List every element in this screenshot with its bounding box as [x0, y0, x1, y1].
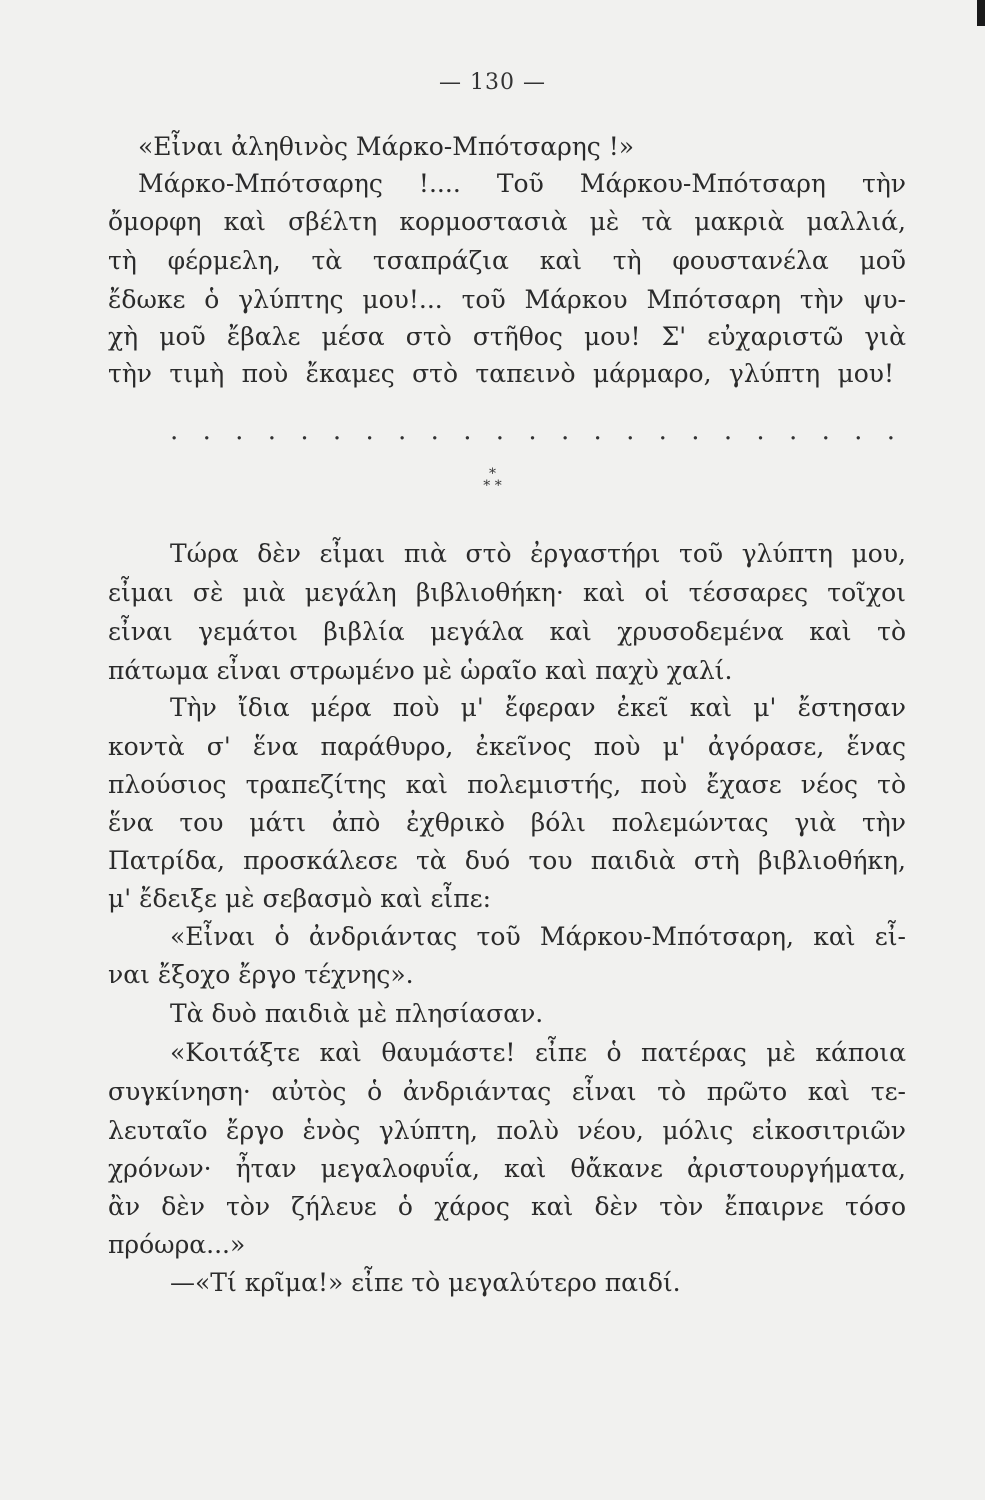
- text-line: Μάρκο-Μπότσαρης !.... Τοῦ Μάρκου-Μπότσαρη τὴν: [138, 169, 906, 198]
- separator-dots: . . . . . . . . . . . . . . . . . . . . . . .: [170, 416, 895, 446]
- text-line: εἶναι γεμάτοι βιβλία μεγάλα καὶ χρυσοδεμένα καὶ τὸ: [108, 617, 906, 646]
- text-line: συγκίνηση· αὐτὸς ὁ ἀνδριάντας εἶναι τὸ πρῶτο καὶ τε-: [108, 1077, 906, 1106]
- text-line: —«Τί κρῖμα!» εἶπε τὸ μεγαλύτερο παιδί.: [170, 1268, 681, 1297]
- text-line: λευταῖο ἔργο ἑνὸς γλύπτη, πολὺ νέου, μόλις εἰκοσιτριῶν: [108, 1116, 906, 1145]
- text-line: Τώρα δὲν εἶμαι πιὰ στὸ ἐργαστήρι τοῦ γλύπτη μου,: [170, 539, 906, 568]
- text-line: «Εἶναι ὁ ἀνδριάντας τοῦ Μάρκου-Μπότσαρη, καὶ εἶ-: [170, 922, 906, 951]
- text-line: «Κοιτάξτε καὶ θαυμάστε! εἶπε ὁ πατέρας μὲ κάποια: [170, 1038, 906, 1067]
- text-line: χὴ μοῦ ἔβαλε μέσα στὸ στῆθος μου! Σ' εὐχαριστῶ γιὰ: [108, 322, 906, 351]
- asterism-bottom: * *: [483, 478, 502, 494]
- text-line: πρόωρα...»: [108, 1230, 246, 1259]
- page-number: — 130 —: [439, 70, 546, 95]
- text-line: ἔδωκε ὁ γλύπτης μου!... τοῦ Μάρκου Μπότσαρη τὴν ψυ-: [108, 285, 906, 314]
- text-line: χρόνων· ἦταν μεγαλοφυΐα, καὶ θἄκανε ἀριστουργήματα,: [108, 1154, 906, 1183]
- text-line: ἂν δὲν τὸν ζήλευε ὁ χάρος καὶ δὲν τὸν ἔπαιρνε τόσο: [108, 1192, 906, 1221]
- text-line: «Εἶναι ἀληθινὸς Μάρκο-Μπότσαρης !»: [138, 132, 635, 161]
- text-line: ναι ἔξοχο ἔργο τέχνης».: [108, 960, 414, 989]
- text-line: Τὴν ἴδια μέρα ποὺ μ' ἔφεραν ἐκεῖ καὶ μ' ἔστησαν: [170, 693, 906, 722]
- scan-edge-mark: [977, 0, 985, 26]
- text-line: πάτωμα εἶναι στρωμένο μὲ ὡραῖο καὶ παχὺ χαλί.: [108, 656, 733, 685]
- text-line: εἶμαι σὲ μιὰ μεγάλη βιβλιοθήκη· καὶ οἱ τέσσαρες τοῖχοι: [108, 578, 906, 607]
- section-asterism: [0, 468, 985, 492]
- text-line: κοντὰ σ' ἕνα παράθυρο, ἐκεῖνος ποὺ μ' ἀγόρασε, ἕνας: [108, 732, 906, 761]
- asterism-top: *: [489, 466, 496, 482]
- text-line: ἕνα του μάτι ἀπὸ ἐχθρικὸ βόλι πολεμώντας γιὰ τὴν: [108, 808, 906, 837]
- text-line: πλούσιος τραπεζίτης καὶ πολεμιστής, ποὺ ἔχασε νέος τὸ: [108, 770, 906, 799]
- text-line: Τὰ δυὸ παιδιὰ μὲ πλησίασαν.: [170, 999, 544, 1028]
- text-line: τὴ φέρμελη, τὰ τσαπράζια καὶ τὴ φουστανέλα μοῦ: [108, 246, 906, 275]
- text-line: ὄμορφη καὶ σβέλτη κορμοστασιὰ μὲ τὰ μακριὰ μαλλιά,: [108, 207, 906, 236]
- text-line: Πατρίδα, προσκάλεσε τὰ δυό του παιδιὰ στὴ βιβλιοθήκη,: [108, 846, 906, 875]
- text-line: μ' ἔδειξε μὲ σεβασμὸ καὶ εἶπε:: [108, 884, 492, 913]
- text-line: τὴν τιμὴ ποὺ ἔκαμες στὸ ταπεινὸ μάρμαρο, γλύπτη μου!: [108, 359, 894, 388]
